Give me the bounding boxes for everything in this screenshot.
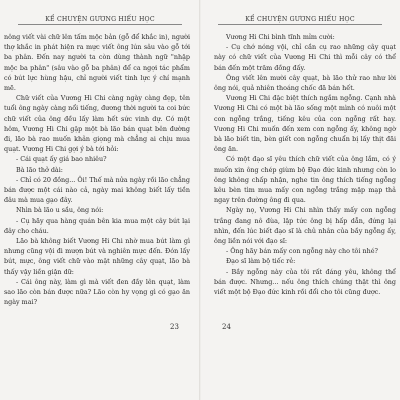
running-header-left: KỂ CHUYỆN GƯƠNG HIẾU HỌC	[45, 16, 155, 23]
paragraph: Bà lão thở dài:	[16, 165, 63, 174]
page-number-left: 23	[170, 323, 179, 331]
paragraph: nông viết vài chữ lên tấm mộc bản (gỗ để khắc in), người thợ khắc in phát hiện ra mực viết ông lún sâu vào gỗ tới ba phân. Đến nay người ta còn dùng thành ngữ "nhập mộc ba phân" (sâu vào gỗ ba phân) để ca ngợi tác phẩm có bút lực hùng hậu, chỉ người viết tinh lực ý chí mạnh mẽ.	[4, 33, 190, 93]
paragraph: - Chỉ có 20 đồng... Ôi! Thế mà nửa ngày rồi lão chẳng bán được một cái nào cả, ngày mai không biết lấy tiền đâu mà mua gạo đây.	[4, 175, 190, 205]
right-page	[200, 0, 400, 400]
paragraph: Có một đạo sĩ yêu thích chữ viết của ông lắm, có ý muốn xin ông chép giùm bộ Đạo đức kinh nhưng còn lo ông không chấp nhận, nghe tin ông thích tiếng ngỗng kêu bèn tìm mua mấy con ngỗng trắng mập mạp thả ngay trên đường ông đi qua.	[214, 155, 396, 205]
paragraph: Lão bà không biết Vương Hi Chi nhờ mua bút làm gì nhưng cũng vội đi mượn bút và nghiên mực đến. Đón lấy bút, mực, ông viết chữ vào mặt những cây quạt, lão bà thấy vậy liền giận dữ:	[4, 237, 190, 276]
paragraph: Nhìn bà lão u sầu, ông nói:	[16, 206, 104, 215]
paragraph: - Cái ông này, làm gì mà viết đen đầy lên quạt, làm sao lão còn bán được nữa? Lão còn hy vọng gì có gạo ăn ngày mai?	[4, 277, 190, 307]
paragraph: Vương Hi Chi bình tĩnh mỉm cười:	[226, 33, 335, 41]
paragraph: - Cái quạt ấy giá bao nhiêu?	[16, 155, 107, 164]
header-rule-right	[218, 24, 382, 25]
paragraph: Vương Hi Chi đặc biệt thích ngắm ngỗng. Cạnh nhà Vương Hi Chi có một bà lão sống một mình có nuôi một con ngỗng trắng, tiếng kêu của con ngỗng rất hay. Vương Hi Chi muốn đến xem con ngỗng ấy, không ngờ bà lão biết tin, bèn giết con ngỗng chuẩn bị lấy thịt đãi ông ăn.	[214, 94, 396, 154]
paragraph: - Cụ chớ nóng vội, chỉ cần cụ rao những cây quạt này có chữ viết của Vương Hi Chi thì mỗi cây có thể bán đến một trăm đồng đấy.	[214, 43, 396, 72]
page-number-right: 24	[222, 323, 231, 331]
paragraph: - Bầy ngỗng này của tôi rất đáng yêu, không thể bán được. Nhưng... nếu ông thích chúng thật thì ông viết một bộ Đạo đức kinh rồi đổi cho tôi cũng được.	[214, 267, 396, 297]
paragraph: Chữ viết của Vương Hi Chi càng ngày càng đẹp, tên tuổi ông ngày càng nổi tiếng, đương thời người ta coi bức chữ viết của ông đều lấy làm hết sức vinh dự. Có một hôm, Vương Hi Chi gặp một bà lão bán quạt bên đường đi, lão bà rao muốn khản giọng mà chẳng ai chịu mua quạt. Vương Hi Chi gợi ý bà tới hỏi:	[4, 94, 190, 154]
right-page-body	[214, 32, 396, 297]
running-header-right: KỂ CHUYỆN GƯƠNG HIẾU HỌC	[245, 16, 355, 23]
paragraph: Đạo sĩ làm bộ tiếc rẻ:	[226, 257, 296, 266]
paragraph: Ngày nọ, Vương Hi Chi nhìn thấy mấy con ngỗng trắng đang nô đùa, lập tức ông bị hấp dẫn, đứng lại nhìn, đến lúc biết đạo sĩ là chủ nhân của bầy ngỗng ấy, ông liền nói với đạo sĩ:	[214, 206, 396, 246]
paragraph: - Ông hãy bán mấy con ngỗng này cho tôi nhé?	[226, 247, 378, 256]
header-rule-left	[18, 24, 182, 25]
left-page-body	[4, 32, 190, 307]
paragraph: Ông viết lên mười cây quạt, bà lão thử rao như lời ông nói, quả nhiên thoáng chốc đã bán hết.	[214, 73, 396, 93]
paragraph: - Cụ hãy qua hàng quán bên kia mua một cây bút lại đây cho cháu.	[4, 216, 190, 235]
